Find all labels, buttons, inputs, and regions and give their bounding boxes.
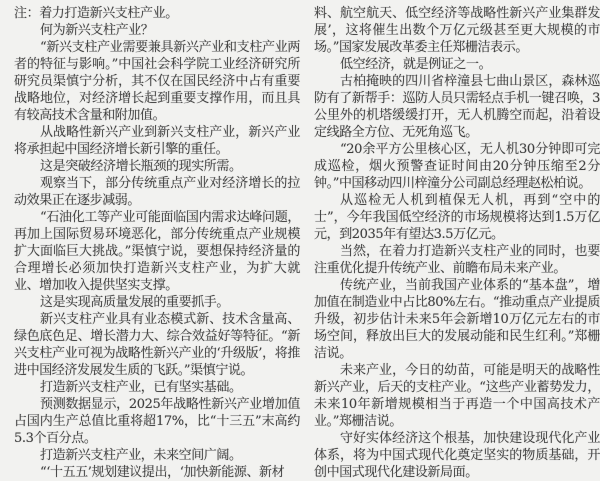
paragraph: 传统产业，当前我国产业体系的“基本盘”，增加值在制造业中占比80%左右。“推动重点产业提质升级，初步估计未来5年会新增10万亿元左右的市场空间，释放出巨大的发展动能和民生红利。”郑栅洁说。 bbox=[314, 278, 600, 361]
paragraph: 这是突破经济增长瓶颈的现实所需。 bbox=[40, 159, 242, 174]
paragraph: 观察当下，部分传统重点产业对经济增长的拉动效果正在逐步减弱。 bbox=[14, 176, 300, 208]
paragraph: “新兴支柱产业需要兼具新兴产业和支柱产业两者的特征与影响。”中国社会科学院工业经济研究所研究员渠慎宁分析，其不仅在国民经济中占有重要战略地位，对经济增长起到重要支撑作用，而且具有较高技术含量和附加值。 bbox=[14, 40, 300, 123]
paragraph: 从战略性新兴产业到新兴支柱产业，新兴产业将承担起中国经济增长新引擎的重任。 bbox=[14, 125, 300, 157]
paragraph: 新兴支柱产业具有业态模式新、技术含量高、绿色底色足、增长潜力大、综合效益好等特征。“新兴支柱产业可视为战略性新兴产业的‘升级版’，将推进中国经济发展发生质的飞跃。”渠慎宁说。 bbox=[14, 312, 300, 378]
paragraph: 何为新兴支柱产业？ bbox=[40, 23, 154, 38]
paragraph: 打造新兴支柱产业，已有坚实基础。 bbox=[40, 380, 242, 395]
paragraph: 打造新兴支柱产业，未来空间广阔。 bbox=[40, 448, 242, 463]
paragraph: “石油化工等产业可能面临国内需求达峰问题，再加上国际贸易环境恶化，部分传统重点产业规模扩大面临巨大挑战。”渠慎宁说，要想保持经济量的合理增长必须加快打造新兴支柱产业，为扩大就业、增加收入提供坚实支撑。 bbox=[14, 210, 300, 293]
right-column bbox=[314, 5, 600, 480]
paragraph: “‘十五五’规划建议提出，‘加快新能源、新材 bbox=[40, 465, 285, 480]
paragraph: 古柏掩映的四川省梓潼县七曲山景区，森林巡防有了新帮手：巡防人员只需轻点手机一键召唤，3公里外的机塔缓缓打开，无人机腾空而起，沿着设定线路全方位、无死角巡飞。 bbox=[314, 74, 600, 140]
paragraph: 预测数据显示，2025年战略性新兴产业增加值占国内生产总值比重将超17%，比“十三五”末高约5.3个百分点。 bbox=[14, 397, 300, 446]
paragraph: 当然，在着力打造新兴支柱产业的同时，也要注重优化提升传统产业、前瞻布局未来产业。 bbox=[314, 244, 600, 276]
paragraph: “20余平方公里核心区，无人机30分钟即可完成巡检，烟火预警查证时间由20分钟压缩至2分钟。”中国移动四川梓潼分公司副总经理赵松柏说。 bbox=[314, 142, 600, 191]
paragraph: 低空经济，就是例证之一。 bbox=[340, 57, 492, 72]
paragraph: 注：着力打造新兴支柱产业。 bbox=[14, 6, 178, 21]
paragraph: 守好实体经济这个根基，加快建设现代化产业体系，将为中国式现代化奠定坚实的物质基础，开创中国式现代化建设新局面。 bbox=[314, 431, 600, 480]
paragraph: 料、航空航天、低空经济等战略性新兴产业集群发展’，这将催生出数个万亿元级甚至更大规模的市场。”国家发展改革委主任郑栅洁表示。 bbox=[314, 6, 600, 55]
left-column bbox=[14, 5, 300, 480]
paragraph: 这是实现高质量发展的重要抓手。 bbox=[40, 295, 230, 310]
paragraph: 未来产业，今日的幼苗，可能是明天的战略性新兴产业，后天的支柱产业。“这些产业蓄势发力，未来10年新增规模相当于再造一个中国高技术产业。”郑栅洁说。 bbox=[314, 363, 600, 429]
paragraph: 从巡检无人机到植保无人机，再到“空中的士”，今年我国低空经济的市场规模将达到1.5万亿元，到2035年有望达3.5万亿元。 bbox=[314, 193, 600, 242]
